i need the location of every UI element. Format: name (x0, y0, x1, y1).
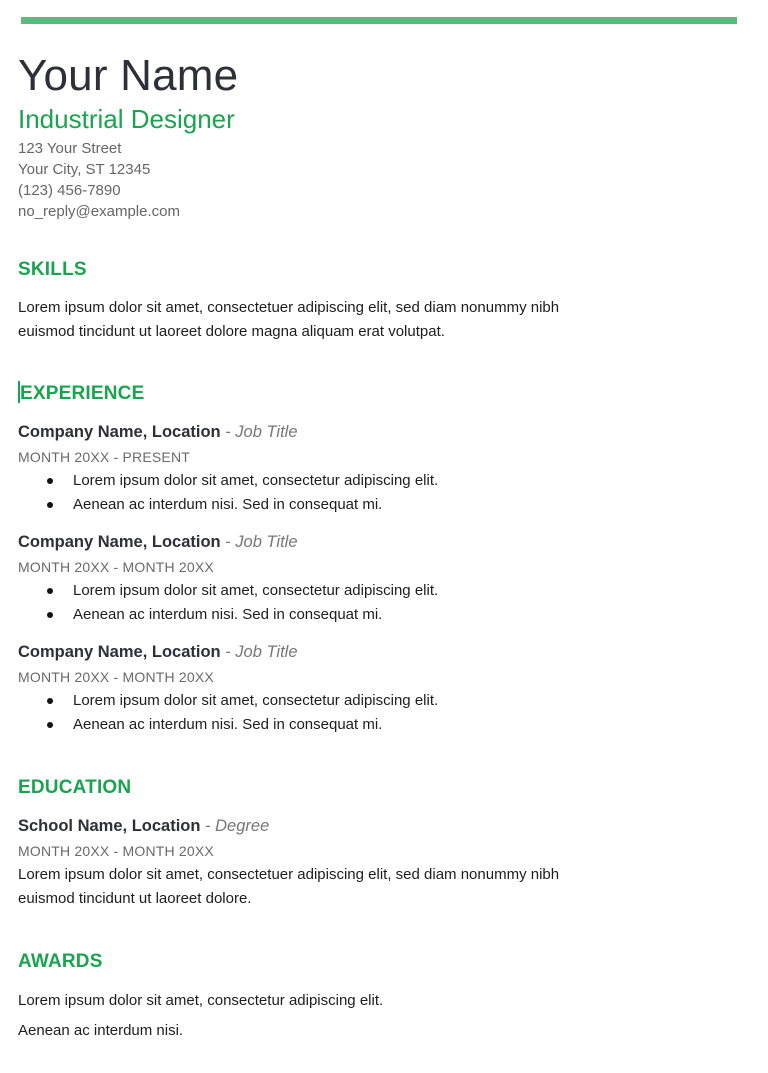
list-item-text: Lorem ipsum dolor sit amet, consectetur adipiscing elit. (73, 472, 439, 489)
list-item-text: Lorem ipsum dolor sit amet, consectetur adipiscing elit. (73, 582, 439, 599)
degree: Degree (215, 817, 270, 835)
phone-number[interactable]: (123) 456-7890 (18, 182, 121, 199)
address-city[interactable]: Your City, ST 12345 (18, 161, 151, 178)
education-text[interactable]: Lorem ipsum dolor sit amet, consectetuer adipiscing elit, sed diam nonummy nibh euismod tincidunt ut laoreet dolore. (18, 866, 560, 907)
job-entry (18, 531, 738, 627)
job-title: Job Title (235, 423, 298, 441)
bullet-icon (47, 698, 53, 704)
job-header[interactable] (18, 641, 738, 663)
job-title: Job Title (235, 533, 298, 551)
skills-section (18, 258, 738, 344)
skills-heading[interactable]: SKILLS (18, 259, 87, 280)
experience-section (18, 381, 738, 737)
bullet-icon (47, 588, 53, 594)
job-company: Company Name, Location (18, 533, 221, 551)
email-address[interactable]: no_reply@example.com (18, 203, 180, 220)
bullet-icon (47, 612, 53, 618)
job-bullets (18, 469, 738, 517)
address-street[interactable]: 123 Your Street (18, 140, 122, 157)
job-title: Job Title (235, 643, 298, 661)
resume-document[interactable] (18, 50, 738, 1041)
list-item-text: Lorem ipsum dolor sit amet, consectetur adipiscing elit. (73, 692, 439, 709)
award-line[interactable]: Aenean ac interdum nisi. (18, 1022, 184, 1039)
list-item[interactable] (18, 493, 738, 517)
education-section (18, 776, 738, 911)
job-entry (18, 421, 738, 517)
job-separator: - (220, 423, 236, 441)
list-item[interactable] (18, 713, 738, 737)
list-item[interactable] (18, 603, 738, 627)
bullet-icon (47, 502, 53, 508)
education-heading[interactable]: EDUCATION (18, 777, 132, 798)
candidate-name[interactable]: Your Name (18, 51, 239, 100)
job-bullets (18, 689, 738, 737)
job-separator: - (220, 533, 236, 551)
education-dates[interactable]: MONTH 20XX - MONTH 20XX (18, 843, 214, 859)
job-company: Company Name, Location (18, 423, 221, 441)
education-entry (18, 815, 738, 911)
resume-header (18, 50, 738, 222)
job-dates[interactable]: MONTH 20XX - MONTH 20XX (18, 559, 214, 575)
experience-heading[interactable] (18, 381, 738, 406)
candidate-title[interactable]: Industrial Designer (18, 104, 235, 134)
skills-text[interactable]: Lorem ipsum dolor sit amet, consectetuer adipiscing elit, sed diam nonummy nibh euismod tincidunt ut laoreet dolore magna aliquam erat volutpat. (18, 299, 560, 340)
job-separator: - (220, 643, 236, 661)
job-header[interactable] (18, 421, 738, 443)
bullet-icon (47, 478, 53, 484)
job-dates[interactable]: MONTH 20XX - PRESENT (18, 449, 191, 465)
education-separator: - (200, 817, 216, 835)
list-item-text: Aenean ac interdum nisi. Sed in consequat mi. (73, 496, 383, 513)
education-header[interactable] (18, 815, 738, 837)
job-header[interactable] (18, 531, 738, 553)
job-dates[interactable]: MONTH 20XX - MONTH 20XX (18, 669, 214, 685)
job-bullets (18, 579, 738, 627)
list-item-text: Aenean ac interdum nisi. Sed in consequat mi. (73, 716, 383, 733)
list-item[interactable] (18, 689, 738, 713)
awards-section (18, 950, 738, 1041)
job-company: Company Name, Location (18, 643, 221, 661)
bullet-icon (47, 722, 53, 728)
experience-heading-text: EXPERIENCE (20, 383, 145, 404)
awards-heading[interactable]: AWARDS (18, 951, 103, 972)
school-name: School Name, Location (18, 817, 201, 835)
list-item[interactable] (18, 469, 738, 493)
top-accent-bar (21, 17, 737, 24)
award-line[interactable]: Lorem ipsum dolor sit amet, consectetur adipiscing elit. (18, 992, 384, 1009)
list-item-text: Aenean ac interdum nisi. Sed in consequat mi. (73, 606, 383, 623)
list-item[interactable] (18, 579, 738, 603)
job-entry (18, 641, 738, 737)
